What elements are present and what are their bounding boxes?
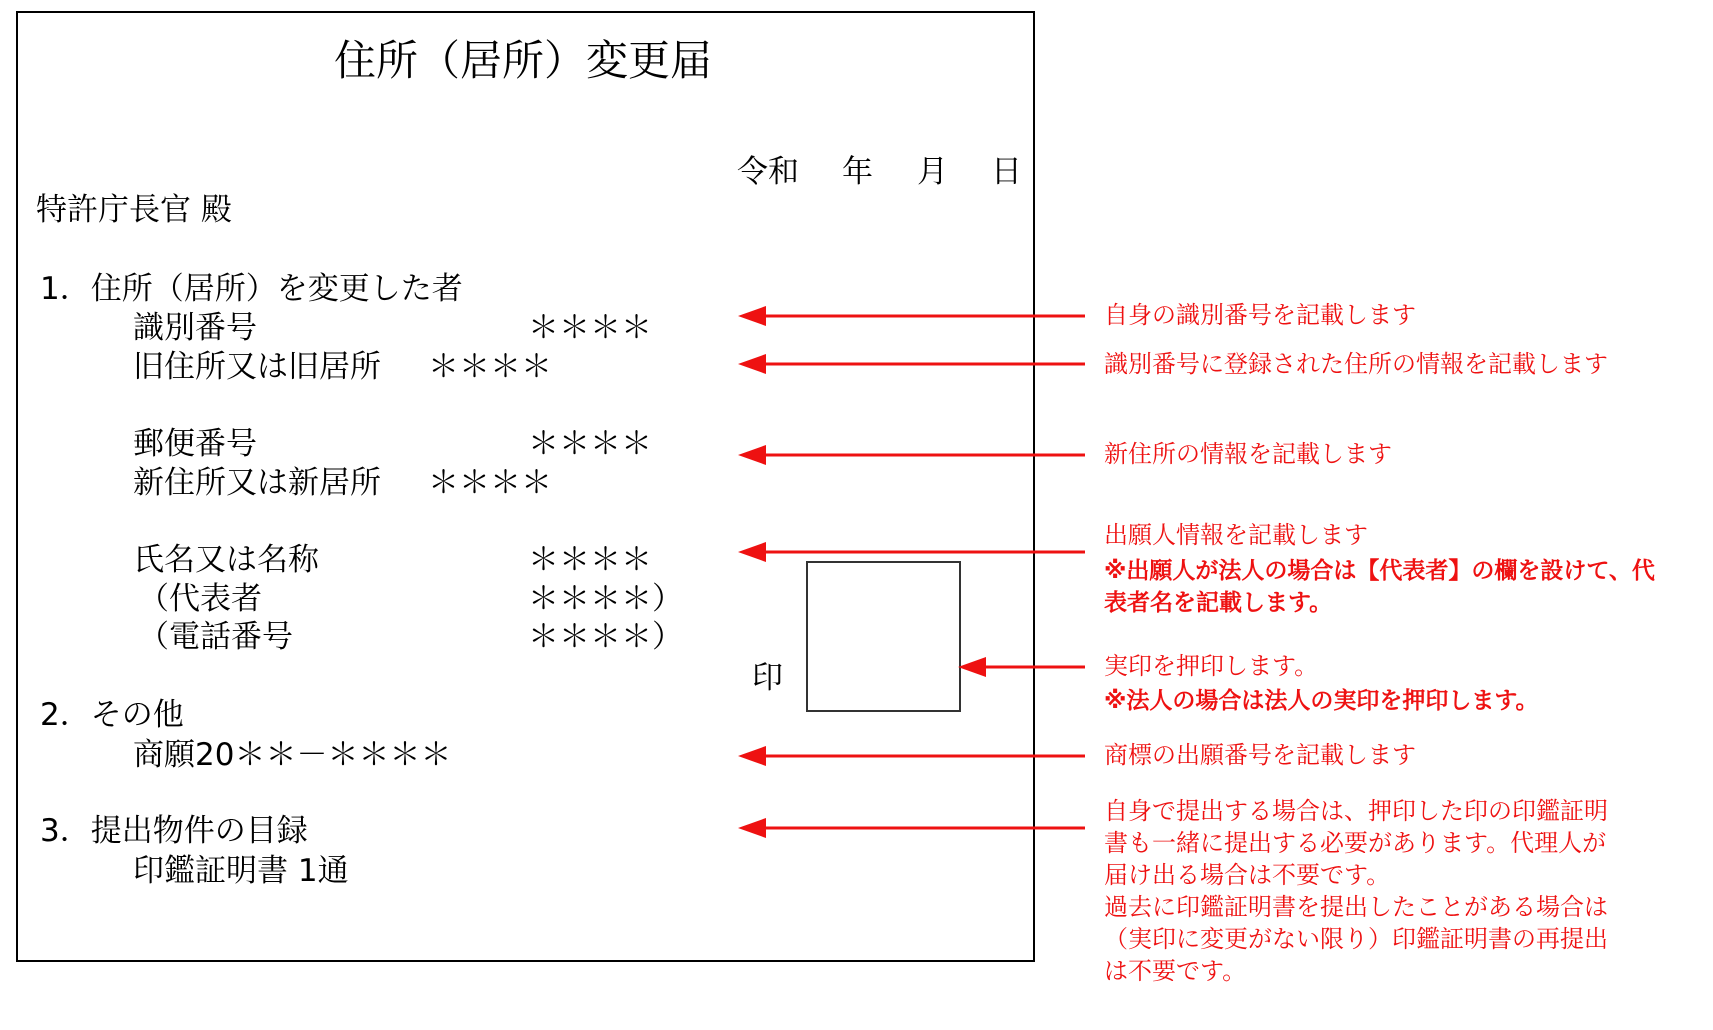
id-number-label: 識別番号 (133, 310, 257, 346)
postal-code-value: ＊＊＊＊ (528, 426, 652, 462)
annotation-old-address: 識別番号に登録された住所の情報を記載します (1104, 350, 1608, 378)
section1-heading: 1．住所（居所）を変更した者 (40, 271, 463, 307)
id-number-value: ＊＊＊＊ (528, 310, 652, 346)
annotation-seal: 実印を押印します。 (1104, 652, 1319, 680)
arrow-documents-head (738, 818, 766, 838)
arrow-id-number-head (738, 306, 766, 326)
section2-heading: 2．その他 (40, 697, 184, 733)
new-address-label: 新住所又は新居所 (133, 465, 381, 501)
annotation-seal-note: ※法人の場合は法人の実印を押印します。 (1104, 688, 1539, 714)
date-year: 年 (842, 154, 873, 190)
annotation-applicant: 出願人情報を記載します (1104, 521, 1368, 549)
old-address-label: 旧住所又は旧居所 (133, 349, 381, 385)
annotation-id-number: 自身の識別番号を記載します (1104, 301, 1416, 329)
document-item: 印鑑証明書 1通 (133, 853, 349, 889)
postal-code-label: 郵便番号 (133, 426, 257, 462)
name-label: 氏名又は名称 (133, 542, 319, 578)
arrow-applicant-head (738, 542, 766, 562)
annotation-new-address: 新住所の情報を記載します (1104, 440, 1392, 468)
annotation-documents-4: 過去に印鑑証明書を提出したことがある場合は (1104, 893, 1608, 921)
section3-heading: 3．提出物件の目録 (40, 813, 308, 849)
phone-value: ＊＊＊＊） (528, 619, 683, 655)
annotation-documents-1: 自身で提出する場合は、押印した印の印鑑証明 (1104, 797, 1608, 825)
date-month: 月 (917, 154, 948, 190)
addressee: 特許庁長官 殿 (36, 192, 232, 228)
arrow-app-number-head (738, 746, 766, 766)
phone-label: （電話番号 (138, 619, 293, 655)
annotation-documents-2: 書も一緒に提出する必要があります。代理人が (1104, 829, 1607, 857)
representative-value: ＊＊＊＊） (528, 581, 683, 617)
name-value: ＊＊＊＊ (528, 542, 652, 578)
seal-label: 印 (752, 660, 783, 696)
annotation-applicant-note-1: ※出願人が法人の場合は【代表者】の欄を設けて、代 (1104, 558, 1655, 584)
annotation-applicant-note-2: 表者名を記載します。 (1104, 590, 1333, 616)
arrow-old-address-head (738, 354, 766, 374)
new-address-value: ＊＊＊＊ (428, 465, 552, 501)
arrow-new-address-head (738, 445, 766, 465)
date-era: 令和 (737, 154, 799, 190)
annotation-documents-3: 届け出る場合は不要です。 (1104, 861, 1391, 889)
annotation-documents-5: （実印に変更がない限り）印鑑証明書の再提出 (1104, 925, 1608, 953)
arrow-seal-head (958, 657, 986, 677)
annotation-documents-6: は不要です。 (1104, 957, 1247, 985)
application-number: 商願20＊＊－＊＊＊＊ (133, 737, 452, 773)
date-day: 日 (991, 154, 1022, 190)
representative-label: （代表者 (138, 581, 262, 617)
old-address-value: ＊＊＊＊ (428, 349, 552, 385)
annotation-app-number: 商標の出願番号を記載します (1104, 741, 1416, 769)
form-title: 住所（居所）変更届 (334, 36, 713, 85)
